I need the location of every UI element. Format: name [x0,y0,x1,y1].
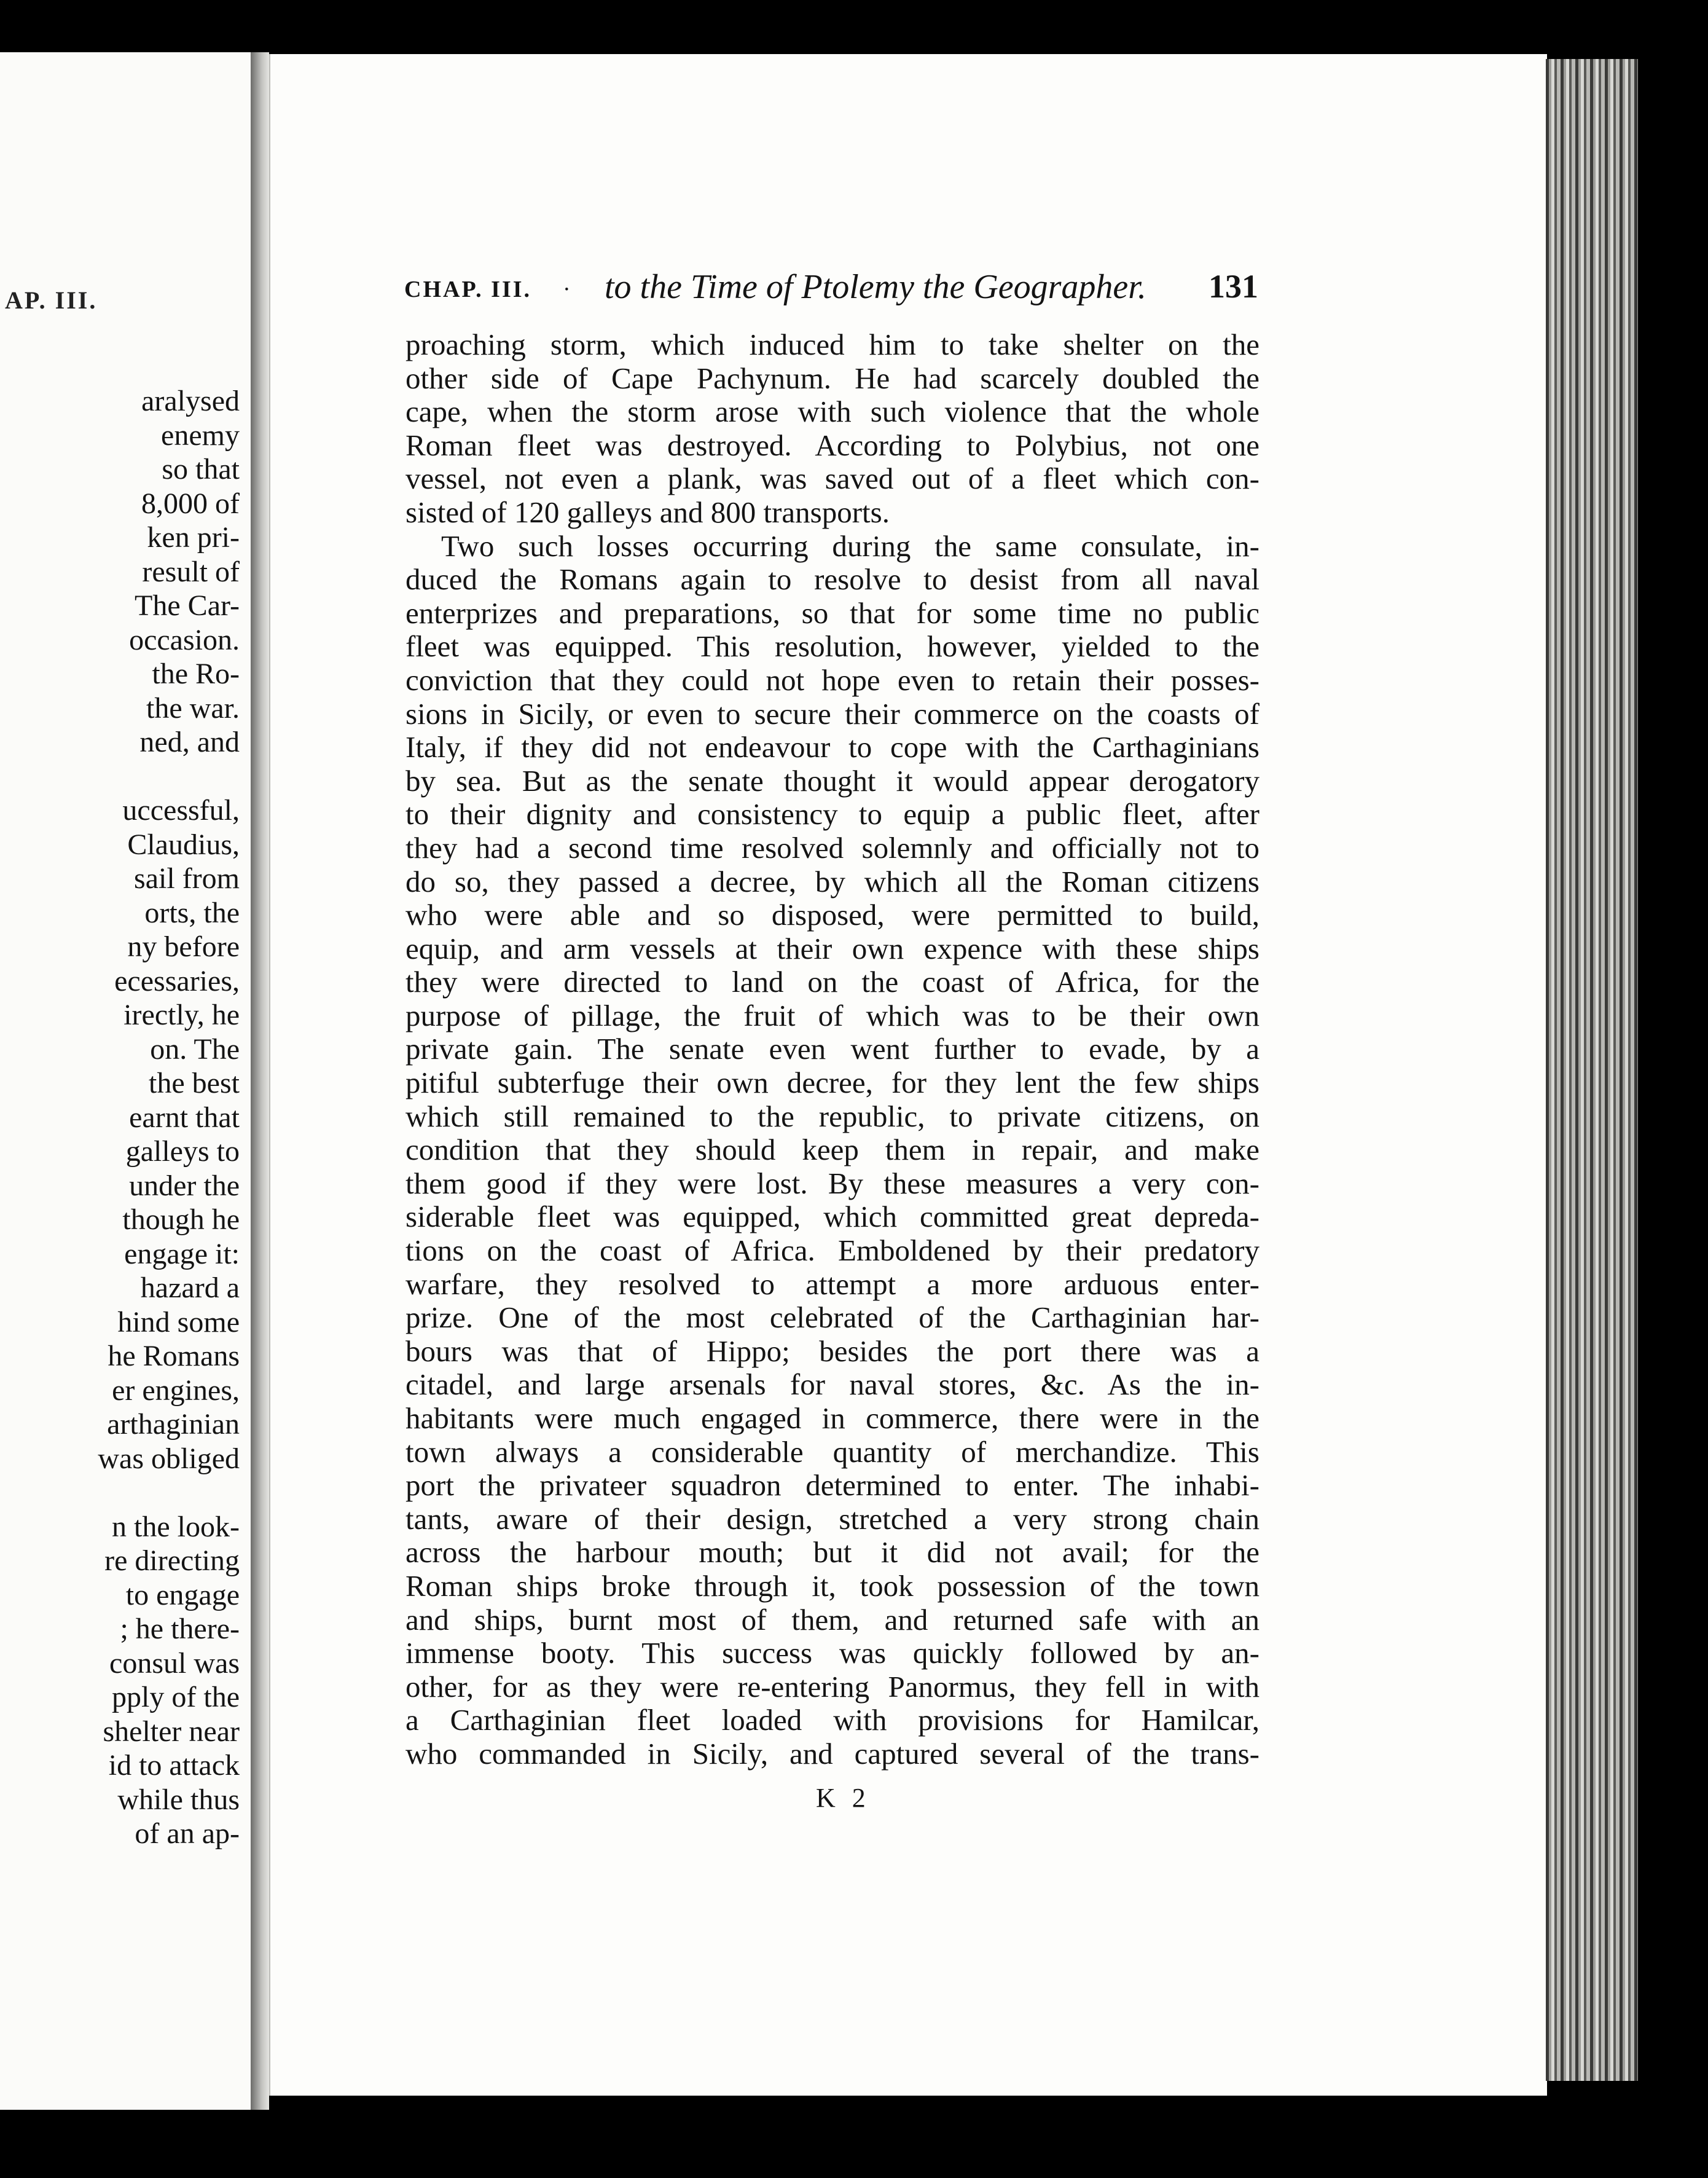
text-line: enterprizes and preparations, so that for some time no public [405,596,1259,630]
left-text-line: irectly, he [123,999,240,1031]
text-line: a Carthaginian fleet loaded with provisions for Hamilcar, [405,1703,1259,1737]
left-text-line: id to attack [108,1749,240,1782]
text-line: to their dignity and consistency to equip a public fleet, after [405,797,1259,831]
left-text-line: though he [122,1203,240,1236]
text-line: sions in Sicily, or even to secure their commerce on the coasts of [405,696,1259,731]
left-page-text [0,384,240,1851]
left-text-line [0,760,240,794]
left-page-header: AP. III. [5,286,98,314]
left-text-line: galleys to [125,1135,240,1168]
left-text-line: 8,000 of [141,487,240,520]
text-line: tions on the coast of Africa. Emboldened by their predatory [405,1233,1259,1268]
text-line: vessel, not even a plank, was saved out of a fleet which con- [405,462,1259,496]
text-line: pitiful subterfuge their own decree, for they lent the few ships [405,1066,1259,1100]
text-line: citadel, and large arsenals for naval stores, &c. As the in- [405,1367,1259,1402]
text-line: Italy, if they did not endeavour to cope with the Carthaginians [405,730,1259,765]
text-line: private gain. The senate even went further to evade, by a [405,1032,1259,1066]
text-line: town always a considerable quantity of merchandize. This [405,1434,1259,1469]
left-text-line: was obliged [98,1442,240,1475]
text-line: immense booty. This success was quickly followed by an- [405,1636,1259,1670]
left-text-line: uccessful, [122,794,240,827]
text-line: purpose of pillage, the fruit of which was to be their own [405,998,1259,1032]
running-title: to the Time of Ptolemy the Geographer. [605,268,1146,306]
left-text-line: he Romans [108,1340,240,1372]
left-text-line: so that [162,453,240,486]
text-line: bours was that of Hippo; besides the port there was a [405,1334,1259,1368]
text-line: tants, aware of their design, stretched a very strong chain [405,1501,1259,1536]
text-line: which still remained to the republic, to private citizens, on [405,1099,1259,1133]
text-line: conviction that they could not hope even to retain their posses- [405,662,1259,697]
text-line: sisted of 120 galleys and 800 transports. [405,495,890,529]
text-line: condition that they should keep them in repair, and make [405,1133,1259,1167]
text-line: who commanded in Sicily, and captured several of the trans- [405,1736,1259,1771]
left-text-line: result of [142,555,240,588]
left-text-line: enemy [161,419,240,452]
page-number: 131 [1209,268,1258,305]
left-text-line [0,1476,240,1510]
page-edges [1546,59,1638,2081]
left-text-line: sail from [134,862,240,895]
text-line: other, for as they were re-entering Panormus, they fell in with [405,1669,1259,1704]
running-head-dot: · [563,277,571,302]
text-line: equip, and arm vessels at their own expence with these ships [405,931,1259,965]
left-text-line: The Car- [135,589,240,622]
text-line: other side of Cape Pachynum. He had scarcely doubled the [405,361,1259,395]
left-text-line: ny before [127,930,240,963]
left-text-line: ; he there- [120,1613,240,1645]
left-text-line: of an ap- [135,1817,240,1850]
left-text-line: hazard a [140,1272,240,1304]
chapter-label: CHAP. III. [404,277,532,302]
left-text-line: ned, and [139,726,240,758]
text-line: they had a second time resolved solemnly and officially not to [405,830,1259,865]
text-line: prize. One of the most celebrated of the Carthaginian har- [405,1300,1259,1335]
text-line: Roman ships broke through it, took possession of the town [405,1568,1259,1603]
text-line: duced the Romans again to resolve to desist from all naval [405,562,1259,597]
text-line: siderable fleet was equipped, which committed great depreda- [405,1200,1259,1234]
text-line: proaching storm, which induced him to take shelter on the [405,328,1259,361]
left-text-line: ken pri- [147,521,240,554]
book-gutter [251,52,269,2110]
left-text-line: under the [129,1169,240,1202]
left-page [0,52,253,2110]
text-line: Roman fleet was destroyed. According to Polybius, not one [405,428,1259,462]
left-text-line: er engines, [112,1374,240,1407]
body-text [405,328,1259,1771]
left-text-line: Claudius, [127,828,240,861]
text-line: they were directed to land on the coast of Africa, for the [405,965,1259,999]
left-text-line: pply of the [112,1681,240,1713]
left-text-line: the Ro- [152,658,240,690]
running-head [404,267,1258,310]
left-text-line: occasion. [129,623,240,656]
text-line: port the privateer squadron determined to enter. The inhabi- [405,1468,1259,1503]
signature-mark: K 2 [816,1783,871,1813]
left-text-line: the best [149,1067,240,1099]
left-text-line: earnt that [129,1101,240,1134]
left-text-line: on. The [150,1032,240,1066]
text-line: do so, they passed a decree, by which all the Roman citizens [405,864,1259,898]
left-text-line: engage it: [124,1237,240,1270]
left-text-line: consul was [109,1646,240,1680]
text-line: Two such losses occurring during the same consulate, in- [441,529,1259,563]
text-line: habitants were much engaged in commerce, there were in the [405,1401,1259,1435]
left-text-line: arthaginian [107,1408,240,1441]
left-text-line: to engage [125,1578,240,1611]
left-text-line: orts, the [144,896,240,929]
text-line: fleet was equipped. This resolution, however, yielded to the [405,629,1259,664]
left-text-line: re directing [104,1544,240,1577]
left-text-line: n the look- [112,1510,240,1543]
text-line: across the harbour mouth; but it did not avail; for the [405,1535,1259,1570]
left-text-line: aralysed [141,385,240,417]
text-line: who were able and so disposed, were permitted to build, [405,898,1259,932]
text-line: them good if they were lost. By these measures a very con- [405,1166,1259,1200]
text-line: warfare, they resolved to attempt a more arduous enter- [405,1267,1259,1301]
left-text-line: ecessaries, [114,964,240,997]
text-line: by sea. But as the senate thought it would appear derogatory [405,763,1259,798]
left-text-line: hind some [117,1305,240,1339]
left-text-line: shelter near [103,1715,240,1748]
text-line: cape, when the storm arose with such violence that the whole [405,395,1259,429]
text-line: and ships, burnt most of them, and returned safe with an [405,1602,1259,1637]
left-text-line: while thus [117,1783,240,1816]
left-text-line: the war. [146,691,240,725]
